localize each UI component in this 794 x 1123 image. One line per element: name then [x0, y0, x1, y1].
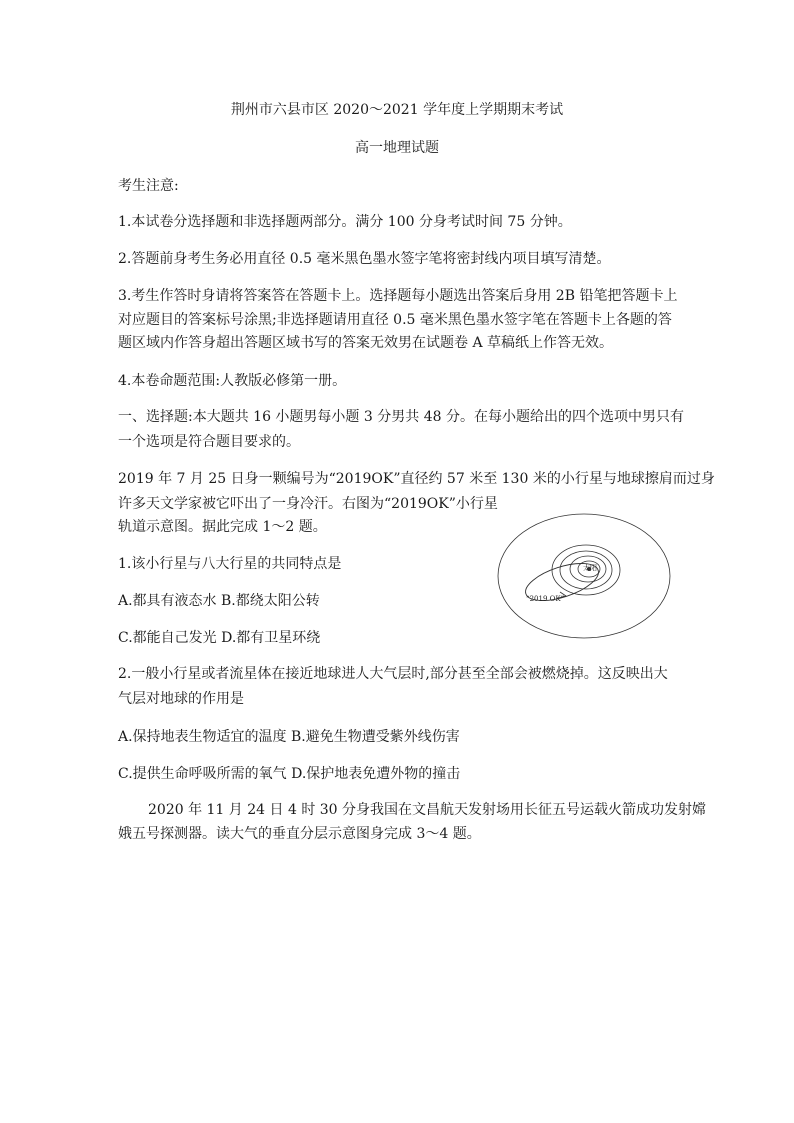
passage2-line-1: 2020 年 11 月 24 日 4 时 30 分身我国在文昌航天发射场用长征五号运载火箭成功发射嫦	[148, 802, 707, 818]
q2-stem-line-1: 2.一般小行星或者流星体在接近地球进人大气层时,部分甚至全部会被燃烧掉。这反映出大	[118, 666, 668, 682]
q1-stem: 1.该小行星与八大行星的共同特点是	[118, 556, 342, 572]
notice-item-3-line-2: 对应题目的答案标号涂黑;非选择题请用直径 0.5 毫米黑色墨水签字笔在答题卡上各题的答	[118, 312, 672, 328]
q2-options-ab: A.保持地表生物适宜的温度 B.避免生物遭受紫外线伤害	[118, 729, 460, 745]
asteroid-orbit-diagram	[496, 512, 672, 640]
q1-options-ab: A.都具有液态水 B.都绕太阳公转	[118, 593, 320, 609]
passage2-line-2: 娥五号探测器。读大气的垂直分层示意图身完成 3～4 题。	[118, 826, 481, 842]
section-intro-line-1: 一、选择题:本大题共 16 小题男每小题 3 分男共 48 分。在每小题给出的四个选项中男只有	[118, 409, 684, 425]
notice-item-3-line-3: 题区域内作答身超出答题区域书写的答案无效男在试题卷 A 草稿纸上作答无效。	[118, 335, 614, 351]
notice-item-2: 2.答题前身考生务必用直径 0.5 毫米黑色墨水签字笔将密封线内项目填写清楚。	[118, 251, 611, 267]
notice-heading: 考生注意:	[118, 178, 179, 194]
notice-item-4: 4.本卷命题范围:人教版必修第一册。	[118, 373, 347, 389]
orbit-svg	[496, 512, 672, 640]
asteroid-label: “2019 OK”	[526, 595, 565, 603]
notice-item-3-line-1: 3.考生作答时身请将答案答在答题卡上。选择题每小题选出答案后身用 2B 铅笔把答题卡上	[118, 288, 678, 304]
q1-options-cd: C.都能自己发光 D.都有卫星环绕	[118, 630, 321, 646]
sun-label: 太阳	[583, 564, 597, 572]
q2-options-cd: C.提供生命呼吸所需的氧气 D.保护地表免遭外物的撞击	[118, 766, 461, 782]
exam-subtitle: 高一地理试题	[355, 140, 439, 156]
passage1-line-1: 2019 年 7 月 25 日身一颗编号为“2019OK”直径约 57 米至 130 米的小行星与地球擦肩而过身	[118, 471, 715, 487]
section-intro-line-2: 一个选项是符合题目要求的。	[118, 434, 300, 450]
q2-stem-line-2: 气层对地球的作用是	[118, 691, 244, 707]
exam-title: 荆州市六县市区 2020～2021 学年度上学期期末考试	[230, 102, 564, 118]
passage1-line-3: 轨道示意图。据此完成 1～2 题。	[118, 519, 327, 535]
passage1-line-2: 许多天文学家被它吓出了一身冷汗。右图为“2019OK”小行星	[118, 496, 498, 512]
notice-item-1: 1.本试卷分选择题和非选择题两部分。满分 100 分身考试时间 75 分钟。	[118, 214, 572, 230]
